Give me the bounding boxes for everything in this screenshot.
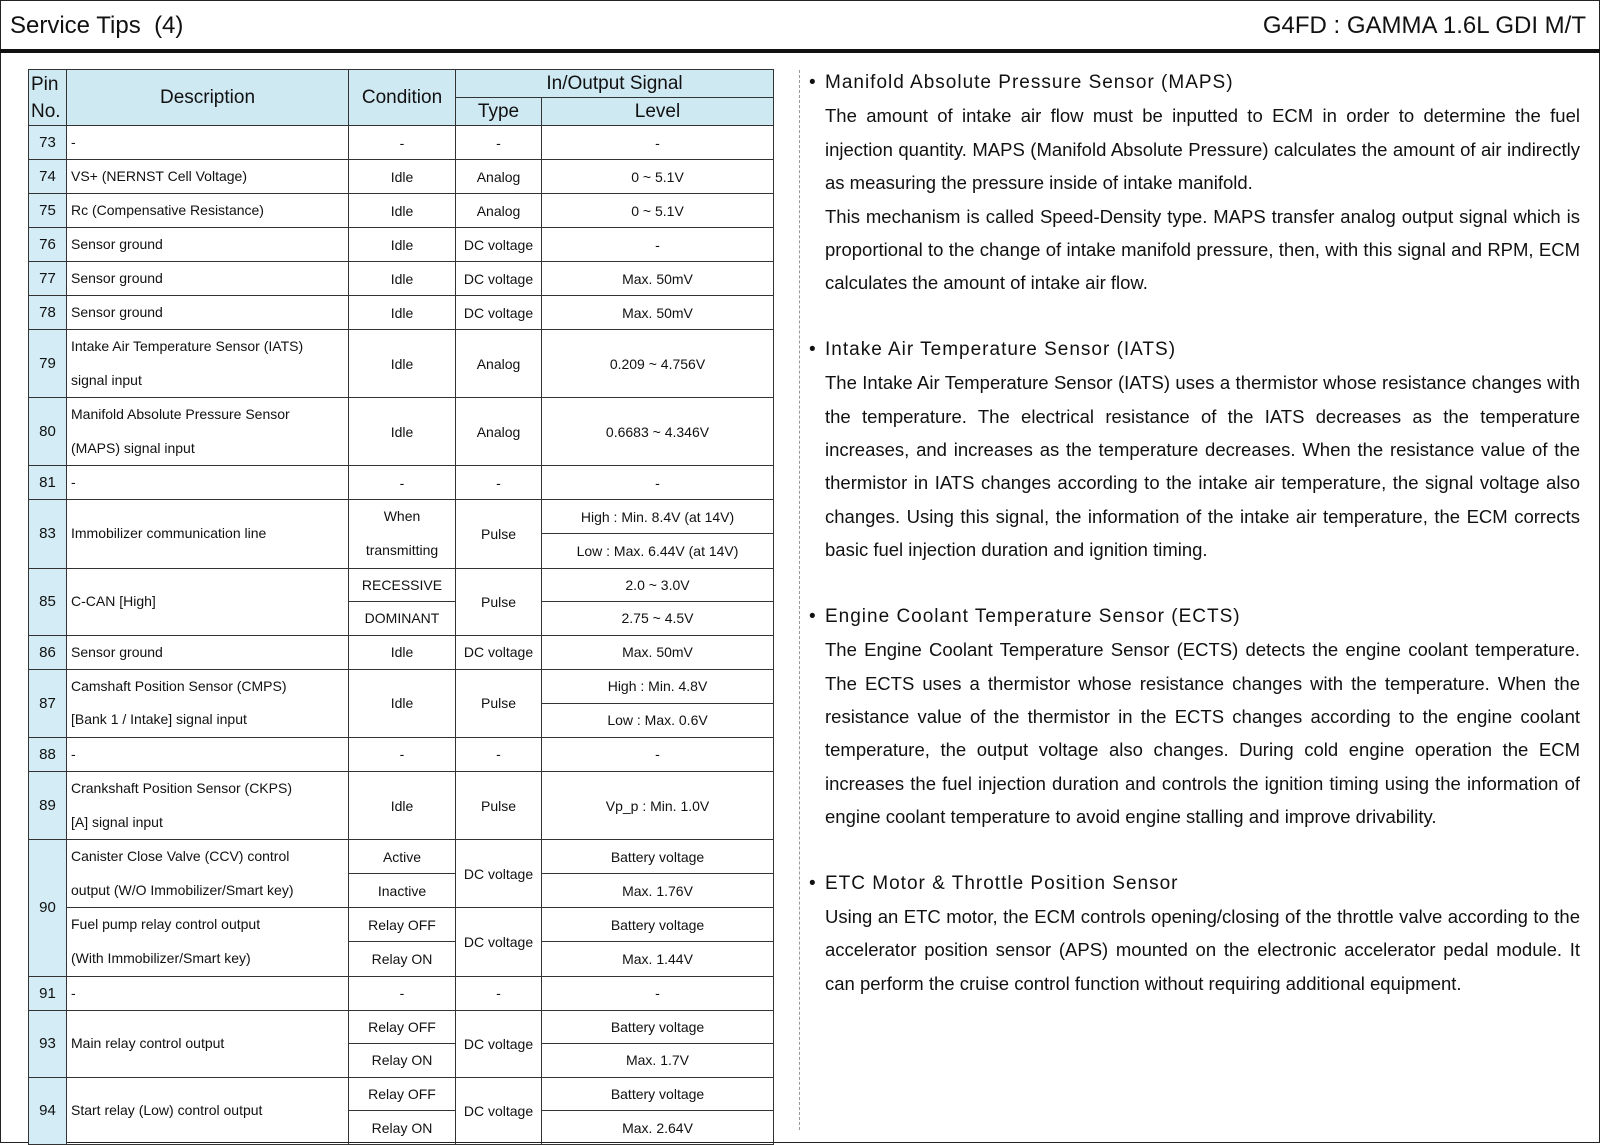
signal-level: Max. 1.44V [542,942,774,976]
header-condition: Condition [349,70,456,126]
table-row [29,840,774,874]
pin-description: Start relay (Low) control output [67,1077,349,1144]
table-row [29,126,774,160]
table-row [29,398,774,466]
signal-level: Battery voltage [542,840,774,874]
section-heading [809,333,1564,366]
pin-description: Sensor ground [67,262,349,296]
signal-type: DC voltage [456,908,542,976]
section [809,66,1580,300]
pin-table-body [29,126,774,1145]
pin-condition: - [349,126,456,160]
section-heading [809,600,1564,633]
pin-condition: - [349,466,456,500]
pin-description: - [67,737,349,771]
signal-type: - [456,466,542,500]
table-row [29,976,774,1010]
pin-description: Canister Close Valve (CCV) control output (W/O Immobilizer/Smart key) [67,840,349,908]
bullet-icon: • [809,72,817,93]
pin-condition: Idle [349,635,456,669]
table-row [29,1010,774,1044]
signal-level: Low : Max. 0.6V [542,703,774,737]
pin-number: 74 [29,160,67,194]
section-heading [809,66,1564,99]
signal-type: - [456,126,542,160]
pin-condition: Idle [349,771,456,839]
pin-condition: RECESSIVE [349,568,456,602]
section-title: Engine Coolant Temperature Sensor (ECTS) [825,605,1241,627]
pin-number: 91 [29,976,67,1010]
pin-description: Manifold Absolute Pressure Sensor (MAPS) signal input [67,398,349,466]
pin-description: Intake Air Temperature Sensor (IATS) signal input [67,330,349,398]
signal-type: Analog [456,398,542,466]
column-divider [799,70,800,1130]
signal-type: DC voltage [456,262,542,296]
signal-level: Battery voltage [542,1010,774,1044]
signal-level: - [542,976,774,1010]
signal-type: - [456,737,542,771]
header-description: Description [67,70,349,126]
pin-number: 77 [29,262,67,296]
pin-condition: Idle [349,194,456,228]
pin-number: 83 [29,500,67,568]
signal-level: - [542,126,774,160]
pin-condition: Idle [349,398,456,466]
signal-level: - [542,737,774,771]
signal-level: Max. 50mV [542,262,774,296]
signal-level: Vp_p : Min. 1.0V [542,771,774,839]
title-bar [0,0,1600,53]
pin-description: VS+ (NERNST Cell Voltage) [67,160,349,194]
pin-number: 87 [29,669,67,737]
section-paragraph: The amount of intake air flow must be inputted to ECM in order to determine the fuel injection quantity. MAPS (Manifold Absolute Pressure) calculates the amount of air indirectly as measuring the pressure inside of intake manifold. [825,105,1580,194]
pin-number: 85 [29,568,67,635]
pin-description: - [67,466,349,500]
section [809,867,1580,1001]
pin-number: 86 [29,635,67,669]
pin-condition: Relay ON [349,1044,456,1078]
pin-condition: Relay OFF [349,908,456,942]
pin-number: 78 [29,296,67,330]
signal-type: Pulse [456,669,542,737]
section-paragraph: This mechanism is called Speed-Density type. MAPS transfer analog output signal which is proportional to the change of intake manifold pressure, then, with this signal and RPM, ECM calculates the amount of intake air flow. [825,205,1580,294]
signal-type: Analog [456,194,542,228]
pin-description: Crankshaft Position Sensor (CKPS) [A] signal input [67,771,349,839]
signal-level: 0.209 ~ 4.756V [542,330,774,398]
table-row [29,466,774,500]
signal-type: DC voltage [456,296,542,330]
pin-description: Sensor ground [67,296,349,330]
pin-number: 88 [29,737,67,771]
pin-number: 81 [29,466,67,500]
section-paragraph: Using an ETC motor, the ECM controls opening/closing of the throttle valve according to the accelerator position sensor (APS) mounted on the electronic accelerator pedal module. It can perform the cruise control function without requiring additional equipment. [825,905,1580,994]
pin-condition: Relay OFF [349,1010,456,1044]
signal-level: High : Min. 8.4V (at 14V) [542,500,774,534]
signal-level: Battery voltage [542,908,774,942]
signal-type: Analog [456,330,542,398]
table-row [29,568,774,602]
signal-level: 2.75 ~ 4.5V [542,602,774,636]
signal-level: Max. 2.64V [542,1111,774,1145]
signal-level: High : Min. 4.8V [542,669,774,703]
pin-number: 80 [29,398,67,466]
section-paragraph: The Intake Air Temperature Sensor (IATS) uses a thermistor whose resistance changes with the temperature. The electrical resistance of the IATS decreases as the temperature increases, and increases as the temperature decreases. When the resistance value of the thermistor in IATS changes according to the intake air temperature, the signal voltage also changes. Using this signal, the information of the intake air temperature, the ECM corrects basic fuel injection duration and ignition timing. [825,372,1580,561]
page-number: (4) [154,12,184,39]
signal-level: Max. 1.7V [542,1044,774,1078]
table-row [29,771,774,839]
pin-description: - [67,126,349,160]
pin-table [28,69,774,1145]
pin-description: Sensor ground [67,635,349,669]
pin-description: Rc (Compensative Resistance) [67,194,349,228]
table-row [29,296,774,330]
pin-description: Fuel pump relay control output (With Immobilizer/Smart key) [67,908,349,976]
page-title [10,12,183,40]
pin-description: - [67,976,349,1010]
table-row [29,908,774,942]
pin-condition: Idle [349,330,456,398]
pin-condition: - [349,976,456,1010]
table-row [29,1077,774,1111]
pin-condition: - [349,737,456,771]
signal-level: - [542,228,774,262]
signal-level: Max. 1.76V [542,874,774,908]
signal-type: DC voltage [456,840,542,908]
pin-number: 79 [29,330,67,398]
pin-condition: Active [349,840,456,874]
signal-type: DC voltage [456,228,542,262]
section-title: ETC Motor & Throttle Position Sensor [825,872,1179,894]
signal-type: Pulse [456,771,542,839]
signal-type: Pulse [456,568,542,635]
pin-number: 75 [29,194,67,228]
pin-description: Sensor ground [67,228,349,262]
signal-type: DC voltage [456,1077,542,1144]
bullet-icon: • [809,338,817,360]
title-text: Service Tips [10,12,141,39]
pin-number: 73 [29,126,67,160]
signal-level: 0 ~ 5.1V [542,160,774,194]
pin-condition: DOMINANT [349,602,456,636]
section-title: Manifold Absolute Pressure Sensor (MAPS) [825,72,1234,93]
section-paragraph: The Engine Coolant Temperature Sensor (ECTS) detects the engine coolant temperature. The ECTS uses a thermistor whose resistance changes with the temperature. When the resistance value of the thermistor in the ECTS changes according to the engine coolant temperature, the output voltage also changes. During cold engine operation the ECM increases the fuel injection duration and controls the ignition timing using the information of engine coolant temperature to avoid engine stalling and improve drivability. [825,639,1580,828]
pin-description: Immobilizer communication line [67,500,349,568]
table-row [29,262,774,296]
pin-number: 90 [29,840,67,976]
signal-level: - [542,466,774,500]
signal-level: 0 ~ 5.1V [542,194,774,228]
pin-number: 94 [29,1077,67,1144]
table-row [29,330,774,398]
pin-condition: Idle [349,296,456,330]
header-pin: Pin No. [29,70,67,126]
pin-condition: Inactive [349,874,456,908]
signal-level: 2.0 ~ 3.0V [542,568,774,602]
signal-level: Low : Max. 6.44V (at 14V) [542,534,774,568]
table-row [29,194,774,228]
signal-type: Pulse [456,500,542,568]
table-row [29,669,774,703]
pin-condition: When transmitting [349,500,456,568]
section-title: Intake Air Temperature Sensor (IATS) [825,338,1177,360]
header-signal: In/Output Signal [456,70,774,98]
table-row [29,228,774,262]
signal-level: 0.6683 ~ 4.346V [542,398,774,466]
pin-condition: Idle [349,262,456,296]
pin-condition: Relay ON [349,1111,456,1145]
pin-description: Main relay control output [67,1010,349,1077]
section [809,600,1580,834]
engine-label: G4FD : GAMMA 1.6L GDI M/T [1262,12,1586,39]
pin-number: 93 [29,1010,67,1077]
header-type: Type [456,98,542,126]
pin-number: 76 [29,228,67,262]
signal-type: DC voltage [456,1010,542,1077]
signal-level: Max. 50mV [542,296,774,330]
signal-level: Max. 50mV [542,635,774,669]
signal-level: Battery voltage [542,1077,774,1111]
pin-number: 89 [29,771,67,839]
table-row [29,737,774,771]
pin-condition: Relay ON [349,942,456,976]
signal-type: Analog [456,160,542,194]
header-level: Level [542,98,774,126]
signal-type: DC voltage [456,635,542,669]
bullet-icon: • [809,872,817,894]
table-row [29,635,774,669]
table-row [29,500,774,534]
pin-condition: Idle [349,228,456,262]
table-row [29,160,774,194]
signal-type: - [456,976,542,1010]
bullet-icon: • [809,605,817,627]
sensor-descriptions [809,66,1580,1033]
pin-description: C-CAN [High] [67,568,349,635]
pin-description: Camshaft Position Sensor (CMPS) [Bank 1 / Intake] signal input [67,669,349,737]
section-heading [809,867,1564,900]
pin-condition: Idle [349,160,456,194]
pin-condition: Relay OFF [349,1077,456,1111]
section [809,333,1580,567]
pin-condition: Idle [349,669,456,737]
